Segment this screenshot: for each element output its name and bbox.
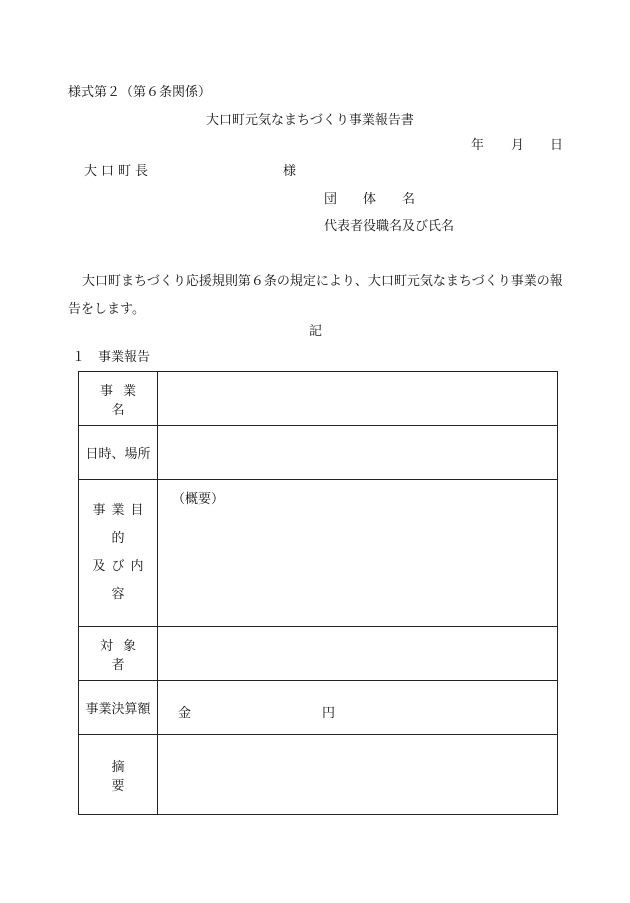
date-year-label: 年 xyxy=(471,138,485,153)
date-month-label: 月 xyxy=(511,138,525,153)
table-row xyxy=(79,426,558,480)
org-name-char-3: 名 xyxy=(402,192,416,207)
section-title: １ 事業報告 xyxy=(72,350,151,365)
label-target: 対象者 xyxy=(79,627,158,681)
label-remarks: 摘要 xyxy=(79,735,158,815)
date-day-label: 日 xyxy=(550,138,564,153)
report-statement: 大口町まちづくり応援規則第６条の規定により、大口町元気なまちづくり事業の報告をします。 xyxy=(68,274,563,317)
summary-note: （概要） xyxy=(172,492,225,507)
yen-label: 円 xyxy=(322,706,336,721)
form-number-label: 様式第２（第６条関係） xyxy=(68,85,212,100)
settlement-amount-field[interactable] xyxy=(158,681,558,735)
label-settlement-amount: 事業決算額 xyxy=(79,681,158,735)
org-name-char-1: 団 xyxy=(324,192,338,207)
table-row xyxy=(79,372,558,426)
ki-marker: 記 xyxy=(309,324,323,339)
table-row xyxy=(79,681,558,735)
table-row xyxy=(79,735,558,815)
label-project-name: 事業名 xyxy=(79,372,158,426)
addressee: 大口町長 xyxy=(84,164,153,179)
datetime-place-field[interactable] xyxy=(158,426,558,480)
report-table xyxy=(78,371,558,815)
document-title: 大口町元気なまちづくり事業報告書 xyxy=(206,113,414,128)
target-field[interactable] xyxy=(158,627,558,681)
kin-label: 金 xyxy=(178,706,192,721)
organization-name-label xyxy=(324,193,415,206)
label-datetime-place: 日時、場所 xyxy=(79,426,158,480)
remarks-field[interactable] xyxy=(158,735,558,815)
project-name-field[interactable] xyxy=(158,372,558,426)
purpose-content-field[interactable] xyxy=(158,480,558,627)
org-name-char-2: 体 xyxy=(363,192,377,207)
honorific: 様 xyxy=(283,164,297,179)
representative-label: 代表者役職名及び氏名 xyxy=(324,219,455,234)
table-row xyxy=(79,627,558,681)
table-row xyxy=(79,480,558,627)
label-purpose-content: 事業目的 及び内容 xyxy=(79,480,158,627)
